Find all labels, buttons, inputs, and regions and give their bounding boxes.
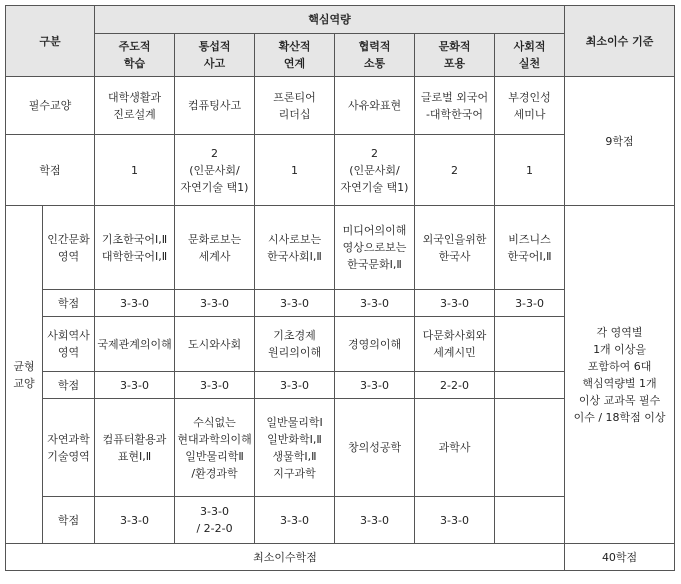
balanced-credit: 3-3-0: [335, 372, 415, 399]
required-course: 부경인성 세미나: [495, 77, 565, 135]
competency-header: 주도적 학습: [95, 34, 175, 77]
balanced-course: 과학사: [415, 399, 495, 497]
required-credit: 2: [415, 135, 495, 206]
balanced-credit: 3-3-0: [335, 290, 415, 317]
balanced-credit: 3-3-0: [255, 290, 335, 317]
balanced-course: 컴퓨터활용과 표현Ⅰ,Ⅱ: [95, 399, 175, 497]
required-course: 프론티어 리더십: [255, 77, 335, 135]
balanced-course: 창의성공학: [335, 399, 415, 497]
balanced-credit: 3-3-0: [495, 290, 565, 317]
required-label: 필수교양: [6, 77, 95, 135]
required-credit: 2 (인문사회/ 자연기술 택1): [175, 135, 255, 206]
balanced-course: 일반물리학Ⅰ 일반화학Ⅰ,Ⅱ 생물학Ⅰ,Ⅱ 지구과학: [255, 399, 335, 497]
balanced-credit: 3-3-0: [255, 372, 335, 399]
balanced-credit: 3-3-0: [95, 497, 175, 544]
competency-header: 사회적 실천: [495, 34, 565, 77]
competency-header: 통섭적 사고: [175, 34, 255, 77]
competency-header: 협력적 소통: [335, 34, 415, 77]
balanced-course: [495, 399, 565, 497]
required-credit: 1: [495, 135, 565, 206]
balanced-course-row: [6, 206, 675, 290]
area-name: 자연과학 기술영역: [43, 399, 95, 497]
required-min-credits: 9학점: [565, 77, 675, 206]
balanced-course: 시사로보는 한국사회Ⅰ,Ⅱ: [255, 206, 335, 290]
balanced-course: 다문화사회와 세계시민: [415, 317, 495, 372]
required-course: 사유와표현: [335, 77, 415, 135]
required-course: 글로벌 외국어 -대학한국어: [415, 77, 495, 135]
required-credit-label: 학점: [6, 135, 95, 206]
balanced-course: 문화로보는 세계사: [175, 206, 255, 290]
area-name: 사회역사 영역: [43, 317, 95, 372]
balanced-course: 미디어의이해 영상으로보는 한국문화Ⅰ,Ⅱ: [335, 206, 415, 290]
balanced-credit: 3-3-0: [95, 290, 175, 317]
balanced-course: 경영의이해: [335, 317, 415, 372]
balanced-credit: 3-3-0: [335, 497, 415, 544]
balanced-credit: [495, 372, 565, 399]
balanced-min-criteria: 각 영역별 1개 이상을 포함하여 6대 핵심역량별 1개 이상 교과목 필수 이수 / 18학점 이상: [565, 206, 675, 544]
header-gubun: 구분: [6, 6, 95, 77]
area-credit-label: 학점: [43, 372, 95, 399]
curriculum-table: [5, 5, 675, 571]
required-course-row: [6, 77, 675, 135]
balanced-credit: 3-3-0: [95, 372, 175, 399]
balanced-credit: 3-3-0: [415, 290, 495, 317]
balanced-credit: 3-3-0: [175, 372, 255, 399]
required-course: 컴퓨팅사고: [175, 77, 255, 135]
balanced-label: 균형 교양: [6, 206, 43, 544]
balanced-course: 외국인을위한 한국사: [415, 206, 495, 290]
balanced-credit: 3-3-0: [175, 290, 255, 317]
balanced-course: 국제관계의이해: [95, 317, 175, 372]
header-core-competency: 핵심역량: [95, 6, 565, 34]
required-credit: 1: [95, 135, 175, 206]
area-name: 인간문화 영역: [43, 206, 95, 290]
balanced-credit: 3-3-0: [415, 497, 495, 544]
required-credit: 2 (인문사회/ 자연기술 택1): [335, 135, 415, 206]
area-credit-label: 학점: [43, 290, 95, 317]
balanced-course: [495, 317, 565, 372]
balanced-course: 도시와사회: [175, 317, 255, 372]
header-min-criteria: 최소이수 기준: [565, 6, 675, 77]
balanced-credit: [495, 497, 565, 544]
balanced-course: 비즈니스 한국어Ⅰ,Ⅱ: [495, 206, 565, 290]
competency-header: 문화적 포용: [415, 34, 495, 77]
required-credit: 1: [255, 135, 335, 206]
balanced-course: 수식없는 현대과학의이해 일반물리학Ⅱ /환경과학: [175, 399, 255, 497]
footer-value: 40학점: [565, 544, 675, 571]
required-course: 대학생활과 진로설계: [95, 77, 175, 135]
competency-header: 확산적 연계: [255, 34, 335, 77]
area-credit-label: 학점: [43, 497, 95, 544]
balanced-course: 기초경제 원리의이해: [255, 317, 335, 372]
balanced-credit: 3-3-0 / 2-2-0: [175, 497, 255, 544]
balanced-credit: 2-2-0: [415, 372, 495, 399]
balanced-course: 기초한국어Ⅰ,Ⅱ 대학한국어Ⅰ,Ⅱ: [95, 206, 175, 290]
footer-row: [6, 544, 675, 571]
header-row-1: [6, 6, 675, 34]
balanced-credit: 3-3-0: [255, 497, 335, 544]
footer-label: 최소이수학점: [6, 544, 565, 571]
